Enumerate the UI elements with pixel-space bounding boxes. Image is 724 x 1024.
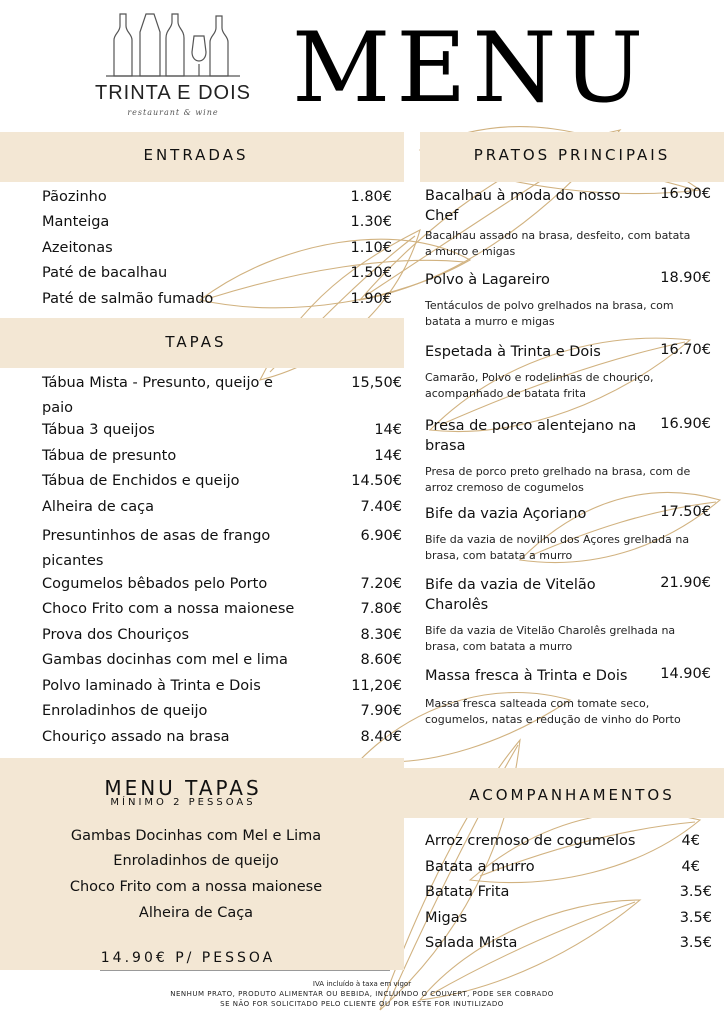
list-item [42, 265, 392, 281]
list-item [42, 189, 392, 205]
item-price: 4€ [681, 833, 700, 849]
footer-notice-line1: NENHUM PRATO, PRODUTO ALIMENTAR OU BEBIDA, INCLUINDO O COUVERT, PODE SER COBRADO [170, 990, 554, 998]
item-name: Polvo laminado à Trinta e Dois [42, 678, 261, 694]
item-name: Choco Frito com a nossa maionese [42, 601, 295, 617]
list-item [42, 371, 402, 421]
list-item [42, 627, 402, 643]
list-item [42, 422, 402, 438]
list-item [42, 729, 402, 745]
bottles-icon [106, 12, 240, 78]
principais-heading: PRATOS PRINCIPAIS [473, 146, 671, 164]
item-price: 14€ [374, 422, 402, 438]
dish-price: 16.90€ [660, 186, 711, 202]
list-item [425, 935, 712, 951]
dish-name: Bife da vazia de Vitelão Charolês [425, 577, 596, 613]
item-price: 11,20€ [351, 678, 402, 694]
item-name: Cogumelos bêbados pelo Porto [42, 576, 268, 592]
menu-tapas-item: Gambas Docinhas com Mel e Lima [70, 828, 322, 844]
list-item [42, 214, 392, 230]
list-item [42, 240, 392, 256]
dish-name: Bife da vazia Açoriano [425, 506, 587, 522]
item-price: 8.40€ [360, 729, 402, 745]
item-name: Tábua Mista - Presunto, queijo e paio [42, 375, 273, 416]
item-name: Gambas docinhas com mel e lima [42, 652, 288, 668]
entradas-heading: ENTRADAS [143, 146, 249, 164]
item-name: Chouriço assado na brasa [42, 729, 230, 745]
list-item [42, 473, 402, 489]
item-price: 7.40€ [360, 499, 402, 515]
brand-tagline: restaurant & wine [127, 108, 219, 117]
item-price: 3.5€ [679, 884, 712, 900]
list-item [425, 910, 712, 926]
item-name: Alheira de caça [42, 499, 154, 515]
list-item [425, 884, 712, 900]
item-name: Paté de bacalhau [42, 265, 168, 281]
dish-price: 17.50€ [660, 504, 711, 520]
menu-tapas-heading: MENU TAPAS [104, 776, 262, 800]
dish-description: Bife da vazia de novilho dos Açores grelhada na brasa, com batata a murro [425, 533, 690, 562]
dish-price: 16.70€ [660, 342, 711, 358]
menu-tapas-item: Enroladinhos de queijo [113, 853, 279, 869]
dish-price: 14.90€ [660, 666, 711, 682]
list-item [425, 833, 700, 849]
item-price: 7.20€ [360, 576, 402, 592]
menu-tapas-subheading: MÍNIMO 2 PESSOAS [110, 797, 256, 808]
menu-tapas-item: Alheira de Caça [138, 905, 254, 921]
page-title: MENU [292, 12, 650, 124]
item-price: 8.30€ [360, 627, 402, 643]
tapas-heading: TAPAS [165, 333, 227, 351]
dish-price: 16.90€ [660, 416, 711, 432]
list-item [42, 524, 402, 574]
list-item [42, 703, 402, 719]
dish-name: Massa fresca à Trinta e Dois [425, 668, 628, 684]
divider [100, 970, 390, 971]
dish-description: Tentáculos de polvo grelhados na brasa, com batata a murro e migas [425, 299, 674, 328]
item-name: Pãozinho [42, 189, 107, 205]
footer-notice-line2: SE NÃO FOR SOLICITADO PELO CLIENTE OU POR ESTE FOR INUTILIZADO [220, 1000, 504, 1008]
item-name: Azeitonas [42, 240, 113, 256]
item-name: Batata Frita [425, 884, 510, 900]
dish-name: Bacalhau à moda do nosso Chef [425, 188, 621, 224]
dish-name: Presa de porco alentejano na brasa [425, 418, 637, 454]
brand-name: TRINTA E DOIS [95, 82, 251, 104]
dish-name: Espetada à Trinta e Dois [425, 344, 601, 360]
item-price: 4€ [681, 859, 700, 875]
list-item [42, 576, 402, 592]
item-name: Arroz cremoso de cogumelos [425, 833, 636, 849]
item-name: Migas [425, 910, 468, 926]
menu-tapas-item: Choco Frito com a nossa maionese [69, 879, 323, 895]
item-price: 15,50€ [351, 375, 402, 391]
item-name: Tábua de Enchidos e queijo [42, 473, 240, 489]
item-price: 8.60€ [360, 652, 402, 668]
item-name: Salada Mista [425, 935, 518, 951]
dish-name: Polvo à Lagareiro [425, 272, 550, 288]
item-price: 7.90€ [360, 703, 402, 719]
item-name: Paté de salmão fumado [42, 291, 214, 307]
dish-description: Bacalhau assado na brasa, desfeito, com batata a murro e migas [425, 229, 691, 258]
item-name: Presuntinhos de asas de frango picantes [42, 528, 271, 569]
item-price: 3.5€ [679, 910, 712, 926]
list-item [425, 859, 700, 875]
dish-description: Presa de porco preto grelhado na brasa, com de arroz cremoso de cogumelos [425, 465, 691, 494]
brand-logo [88, 12, 258, 122]
list-item [42, 448, 402, 464]
item-name: Prova dos Chouriços [42, 627, 190, 643]
item-price: 7.80€ [360, 601, 402, 617]
item-price: 3.5€ [679, 935, 712, 951]
item-price: 14€ [374, 448, 402, 464]
item-name: Enroladinhos de queijo [42, 703, 208, 719]
item-name: Batata a murro [425, 859, 535, 875]
item-price: 6.90€ [360, 528, 402, 544]
dish-description: Massa fresca salteada com tomate seco, cogumelos, natas e redução de vinho do Porto [425, 697, 681, 726]
item-price: 1.80€ [350, 189, 392, 205]
list-item [42, 499, 402, 515]
dish-price: 21.90€ [660, 575, 711, 591]
item-price: 1.90€ [350, 291, 392, 307]
item-name: Tábua de presunto [42, 448, 177, 464]
footer-vat-note: IVA incluído à taxa em vigor [312, 980, 412, 988]
item-price: 14.50€ [351, 473, 402, 489]
list-item [42, 291, 392, 307]
list-item [42, 652, 402, 668]
item-price: 1.30€ [350, 214, 392, 230]
item-name: Tábua 3 queijos [42, 422, 155, 438]
dish-description: Camarão, Polvo e rodelinhas de chouriço, acompanhado de batata frita [425, 371, 654, 400]
list-item [42, 678, 402, 694]
dish-description: Bife da vazia de Vitelão Charolês grelhada na brasa, com batata a murro [425, 624, 676, 653]
item-price: 1.50€ [350, 265, 392, 281]
item-name: Manteiga [42, 214, 110, 230]
acompanhamentos-heading: ACOMPANHAMENTOS [469, 786, 675, 804]
menu-tapas-price: 14.90€ P/ PESSOA [100, 950, 276, 966]
list-item [42, 601, 402, 617]
item-price: 1.10€ [350, 240, 392, 256]
dish-price: 18.90€ [660, 270, 711, 286]
